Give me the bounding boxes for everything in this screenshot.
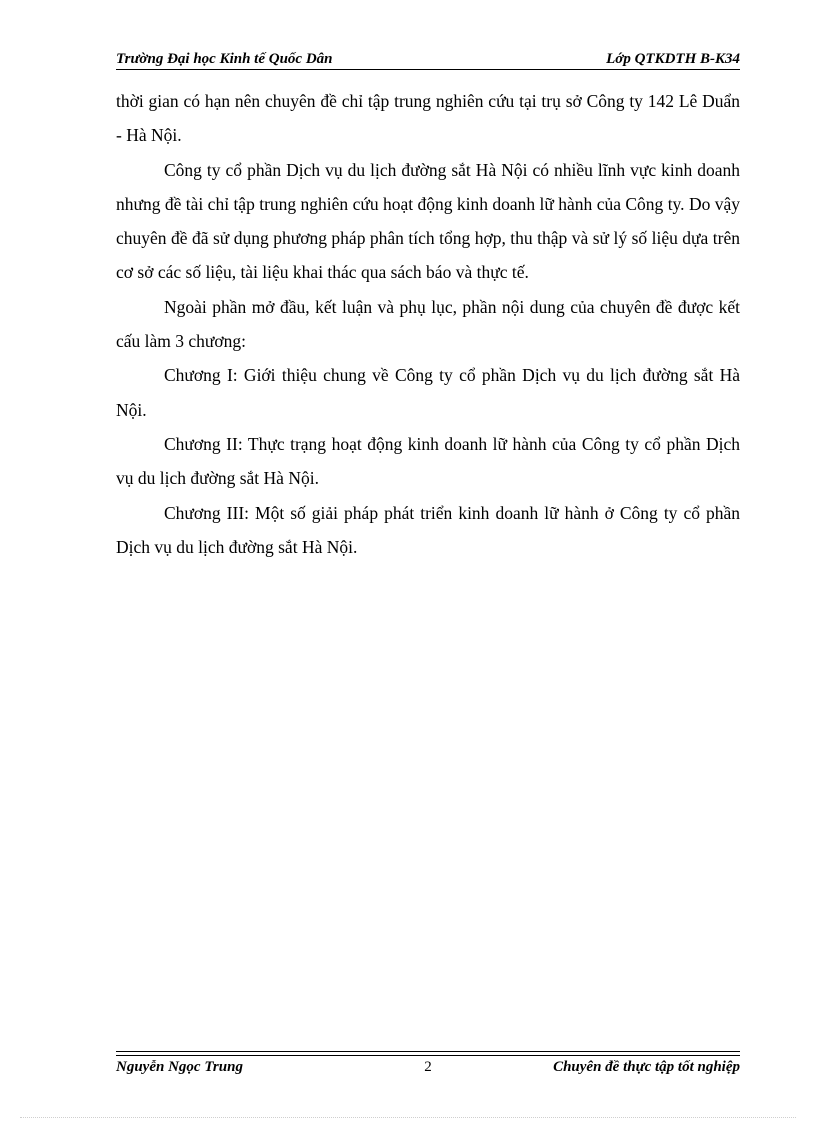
page-number: 2 (424, 1059, 432, 1075)
paragraph-chapter-3: Chương III: Một số giải pháp phát triển kinh doanh lữ hành ở Công ty cổ phần Dịch vụ du lịch đường sắt Hà Nội. (116, 502, 740, 557)
paragraph-chapter-2: Chương II: Thực trạng hoạt động kinh doanh lữ hành của Công ty cổ phần Dịch vụ du lịch đường sắt Hà Nội. (116, 433, 740, 489)
page-edge-divider (20, 1117, 796, 1118)
paragraph-continuation: thời gian có hạn nên chuyên đề chỉ tập trung nghiên cứu tại trụ sở Công ty 142 Lê Duẩn - Hà Nội. (116, 91, 740, 146)
footer-doc-type: Chuyên đề thực tập tốt nghiệp (553, 1059, 740, 1075)
footer-author: Nguyễn Ngọc Trung (116, 1059, 243, 1075)
header-school: Trường Đại học Kinh tế Quốc Dân (116, 51, 333, 67)
paragraph-scope: Công ty cổ phần Dịch vụ du lịch đường sắt Hà Nội có nhiều lĩnh vực kinh doanh nhưng đề tài chỉ tập trung nghiên cứu hoạt động kinh doanh lữ hành của Công ty. Do vậy chuyên đề đã sử dụng phương pháp phân tích tổng hợp, thu thập và sử lý số liệu dựa trên cơ sở các số liệu, tài liệu khai thác qua sách báo và thực tế. (116, 159, 740, 283)
header-divider (116, 69, 740, 70)
page-header (116, 49, 740, 69)
paragraph-chapter-1: Chương I: Giới thiệu chung về Công ty cổ phần Dịch vụ du lịch đường sắt Hà Nội. (116, 365, 740, 420)
header-class: Lớp QTKDTH B-K34 (606, 51, 740, 67)
page-footer (116, 1057, 740, 1077)
footer-divider (116, 1051, 740, 1056)
paragraph-structure: Ngoài phần mở đầu, kết luận và phụ lục, phần nội dung của chuyên đề được kết cấu làm 3 chương: (116, 296, 740, 352)
document-body (116, 84, 740, 564)
